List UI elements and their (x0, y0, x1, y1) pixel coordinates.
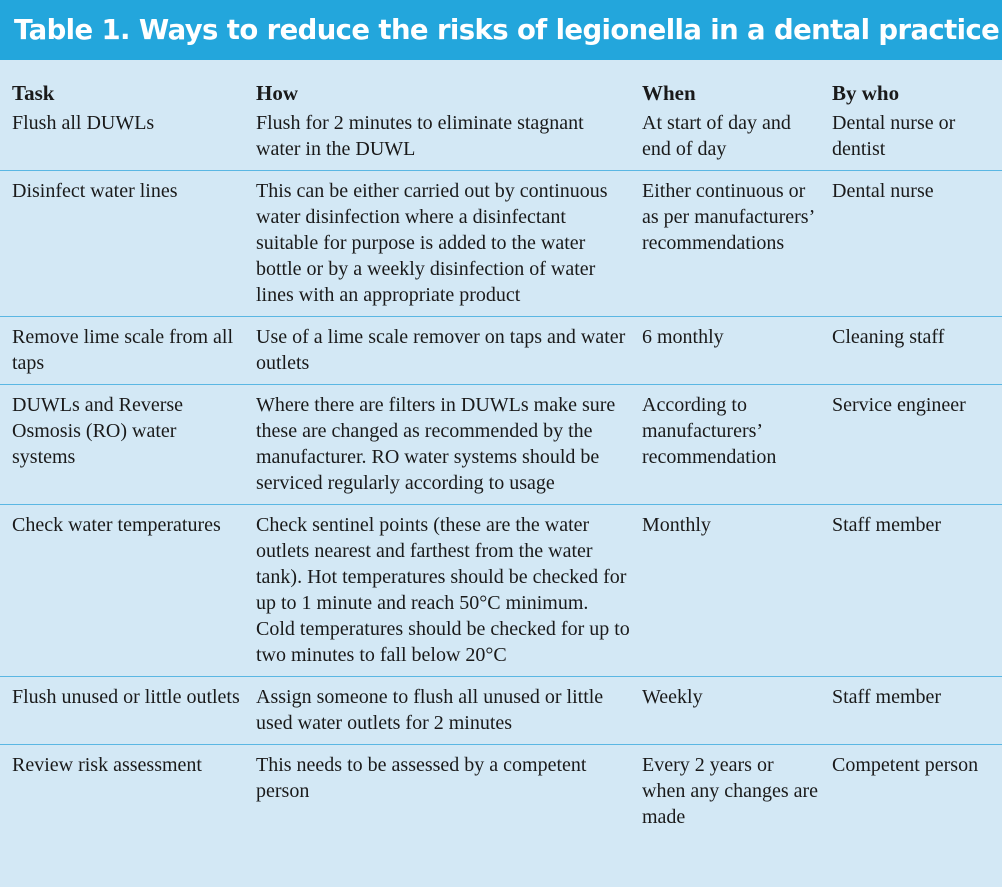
cell-how: This needs to be assessed by a competent person (244, 745, 630, 839)
cell-task: DUWLs and Reverse Osmosis (RO) water systems (0, 385, 244, 505)
cell-how: This can be either carried out by continuous water disinfection where a disinfectant suitable for purpose is added to the water bottle or by a weekly disinfection of water lines with an appropriate product (244, 171, 630, 317)
table-row (0, 317, 1002, 385)
cell-who: Cleaning staff (820, 317, 1002, 385)
cell-how: Where there are filters in DUWLs make sure these are changed as recommended by the manufacturer. RO water systems should be serviced regularly according to usage (244, 385, 630, 505)
cell-how: Flush for 2 minutes to eliminate stagnant water in the DUWL (256, 112, 584, 160)
column-header-when: When (642, 81, 696, 105)
table-row (0, 110, 1002, 171)
table-row (0, 171, 1002, 317)
legionella-table (0, 80, 1002, 838)
cell-when: Monthly (630, 505, 820, 677)
header-row (0, 80, 1002, 110)
cell-when: Weekly (630, 677, 820, 745)
column-header-how: How (256, 81, 298, 105)
cell-who: Dental nurse or dentist (832, 112, 956, 160)
table-row (0, 385, 1002, 505)
cell-who: Service engineer (820, 385, 1002, 505)
table-title: Table 1. Ways to reduce the risks of legionella in a dental practice (14, 14, 1000, 46)
title-bar (0, 0, 1002, 60)
table-row (0, 745, 1002, 839)
cell-who: Competent person (820, 745, 1002, 839)
column-header-task: Task (12, 81, 55, 105)
cell-who: Staff member (820, 677, 1002, 745)
cell-when: According to manufacturers’ recommendation (630, 385, 820, 505)
cell-how: Use of a lime scale remover on taps and water outlets (244, 317, 630, 385)
column-header-by-who: By who (832, 81, 900, 105)
cell-task: Review risk assessment (0, 745, 244, 839)
cell-task: Remove lime scale from all taps (0, 317, 244, 385)
cell-who: Staff member (820, 505, 1002, 677)
cell-how: Check sentinel points (these are the water outlets nearest and farthest from the water tank). Hot temperatures should be checked for up to 1 minute and reach 50°C minimum. Cold temperatures should be checked for up to two minutes to fall below 20°C (244, 505, 630, 677)
table-row (0, 505, 1002, 677)
cell-when: At start of day and end of day (642, 112, 791, 160)
cell-task: Check water temperatures (0, 505, 244, 677)
table-row (0, 677, 1002, 745)
cell-task: Flush all DUWLs (12, 112, 155, 134)
cell-when: 6 monthly (630, 317, 820, 385)
cell-when: Every 2 years or when any changes are made (630, 745, 820, 839)
cell-how: Assign someone to flush all unused or little used water outlets for 2 minutes (244, 677, 630, 745)
cell-task: Flush unused or little outlets (0, 677, 244, 745)
cell-who: Dental nurse (820, 171, 1002, 317)
cell-task: Disinfect water lines (0, 171, 244, 317)
cell-when: Either continuous or as per manufacturers’ recommendations (630, 171, 820, 317)
